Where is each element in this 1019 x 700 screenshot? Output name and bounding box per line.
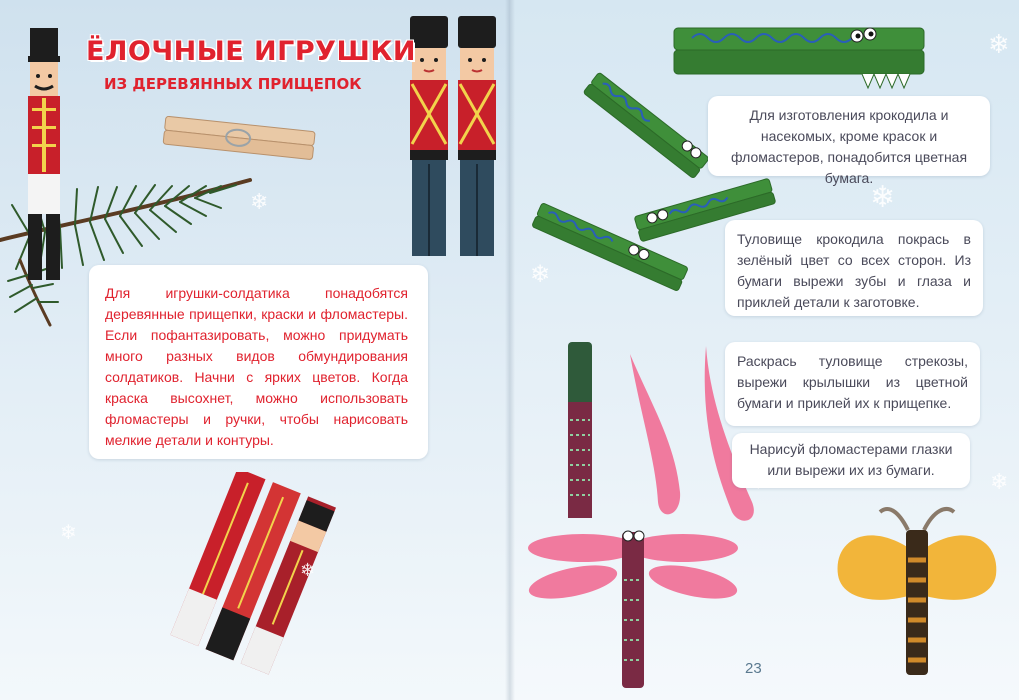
note-crocodile-card <box>725 220 983 316</box>
page-number: 23 <box>745 660 762 677</box>
note-eyes-text: Нарисуй фломастерами глазки или вырежи их из бумаги. <box>749 441 953 478</box>
note-crocodile-text: Туловище крокодила покрась в зелёный цвет со всех сторон. Из бумаги вырежи зубы и глаза и приклей детали к заготовке. <box>737 231 971 310</box>
dragonfly-body-photo <box>560 340 600 520</box>
dragonfly-finished-photo <box>528 530 738 690</box>
book-subtitle: ИЗ ДЕРЕВЯННЫХ ПРИЩЕПОК <box>104 75 362 93</box>
book-title: ЁЛОЧНЫЕ ИГРУШКИ <box>86 36 416 67</box>
butterfly-clothespin-photo <box>828 500 1008 680</box>
snowflake-icon: ❄ <box>988 30 1010 60</box>
crocodile-small-1-photo <box>570 72 720 182</box>
book-gutter <box>505 0 515 700</box>
snowflake-icon: ❄ <box>60 520 77 544</box>
snowflake-icon: ❄ <box>250 190 269 215</box>
snowflake-icon: ❄ <box>870 180 896 215</box>
note-materials-card <box>708 96 990 186</box>
instruction-card-soldier <box>89 265 428 459</box>
wooden-clothespin-photo <box>160 116 320 162</box>
two-soldiers-photo <box>408 14 500 259</box>
crocodile-small-3-photo <box>525 200 695 295</box>
soldier-clothespin-photo <box>20 28 70 283</box>
note-materials-text: Для изготовления крокодила и насекомых, кроме красок и фломастеров, понадобится цветная бумага. <box>730 107 968 186</box>
snowflake-icon: ❄ <box>530 260 551 288</box>
note-dragonfly-text: Раскрась туловище стрекозы, вырежи крылышки из цветной бумаги и приклей их к прищепке. <box>737 353 968 411</box>
note-dragonfly-card <box>725 342 980 426</box>
note-eyes-card <box>732 433 970 488</box>
instruction-text: Для игрушки-солдатика понадобятся деревянные прищепки, краски и фломастеры. Если пофантазировать, можно придумать много разных видов обмундирования солдатиков. Начни с ярких цветов. Когда краска высохнет, можно использовать фломастеры и ручки, чтобы нарисовать мелкие детали и контуры. <box>105 285 408 448</box>
nutcracker-clothespins-photo <box>160 472 350 677</box>
snowflake-icon: ❄ <box>990 470 1009 495</box>
snowflake-icon: ❄ <box>300 560 316 581</box>
